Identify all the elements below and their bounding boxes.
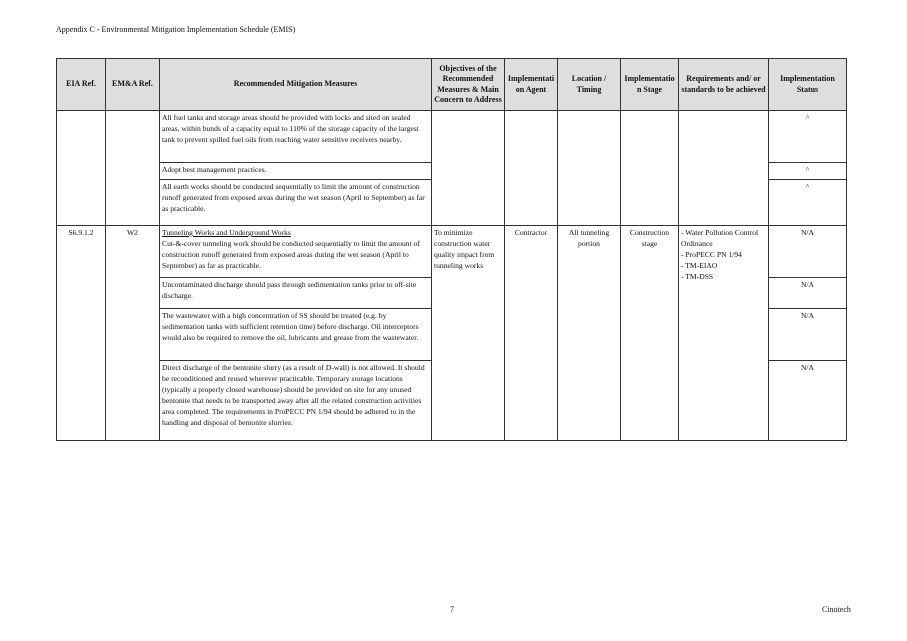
agent-cell (505, 111, 558, 226)
objective-cell: To minimize construction water quality impact from tunneling works (432, 226, 505, 441)
measure-cell: Uncontaminated discharge should pass through sedimentation tanks prior to off-site discharge. (160, 278, 432, 309)
col-header-measures: Recommended Mitigation Measures (160, 59, 432, 111)
document-header-title: Appendix C - Environmental Mitigation Implementation Schedule (EMIS) (56, 25, 296, 34)
measure-heading: Tunneling Works and Underground Works (162, 228, 291, 237)
measure-cell: All fuel tanks and storage areas should be provided with locks and sited on sealed areas, within bunds of a capacity equal to 110% of the storage capacity of the largest tank to prevent spilled fuel oils from reaching water sensitive receivers nearby. (160, 111, 432, 163)
col-header-objectives: Objectives of the Recommended Measures & Main Concern to Address (432, 59, 505, 111)
measure-cell: Direct discharge of the bentonite slurry (as a result of D-wall) is not allowed. It should be reconditioned and reused wherever practicable. Temporary storage locations (typically a properly closed warehouse) should be provided on site for any unused bentonite that needs to be transported away after all the related construction activities area completed. The requirements in ProPECC PN 1/94 should be adhered to in the handling and disposal of bentonite slurries. (160, 361, 432, 441)
page-number: 7 (450, 605, 454, 614)
measure-cell: Adopt best management practices. (160, 163, 432, 180)
requirements-cell (679, 111, 769, 226)
measure-cell: The wastewater with a high concentration of SS should be treated (e.g. by sedimentation tanks with sufficient retention time) before discharge. Oil interceptors would also be required to remove the oil, lubricants and grease from the wastewater. (160, 309, 432, 361)
company-name: Cinotech (822, 605, 851, 614)
requirements-cell (679, 226, 769, 441)
requirement-item: - TM-EIAO (681, 261, 718, 270)
stage-cell: Construction stage (621, 226, 679, 441)
objective-cell (432, 111, 505, 226)
col-header-requirements: Requirements and/ or standards to be achieved (679, 59, 769, 111)
status-cell: ^ (769, 111, 847, 163)
col-header-agent: Implementati on Agent (505, 59, 558, 111)
location-cell (558, 111, 621, 226)
status-cell: N/A (769, 361, 847, 441)
status-cell: N/A (769, 309, 847, 361)
emis-table (56, 58, 847, 441)
measure-text: Cut-&-cover tunneling work should be conducted sequentially to limit the amount of construction runoff generated from exposed areas during the wet season (April to September) as far as practicable. (162, 239, 420, 270)
agent-cell: Contractor (505, 226, 558, 441)
table-header-row (57, 59, 847, 111)
table-row (57, 226, 847, 278)
requirement-item: - TM-DSS (681, 272, 714, 281)
eia-ref-cell: S6.9.1.2 (57, 226, 106, 441)
stage-cell (621, 111, 679, 226)
ema-ref-cell: W2 (106, 226, 160, 441)
status-cell: ^ (769, 163, 847, 180)
requirement-item: - Water Pollution Control Ordinance (681, 228, 759, 248)
col-header-location: Location / Timing (558, 59, 621, 111)
status-cell: N/A (769, 278, 847, 309)
col-header-stage: Implementatio n Stage (621, 59, 679, 111)
location-cell: All tunneling portion (558, 226, 621, 441)
measure-cell (160, 226, 432, 278)
status-cell: N/A (769, 226, 847, 278)
ema-ref-cell (106, 111, 160, 226)
col-header-status: Implementation Status (769, 59, 847, 111)
col-header-ema-ref: EM&A Ref. (106, 59, 160, 111)
status-cell: ^ (769, 180, 847, 226)
table-row (57, 111, 847, 163)
col-header-eia-ref: EIA Ref. (57, 59, 106, 111)
measure-cell: All earth works should be conducted sequentially to limit the amount of construction runoff generated from exposed areas during the wet season (April to September) as far as practicable. (160, 180, 432, 226)
eia-ref-cell (57, 111, 106, 226)
requirement-item: - ProPECC PN 1/94 (681, 250, 742, 259)
